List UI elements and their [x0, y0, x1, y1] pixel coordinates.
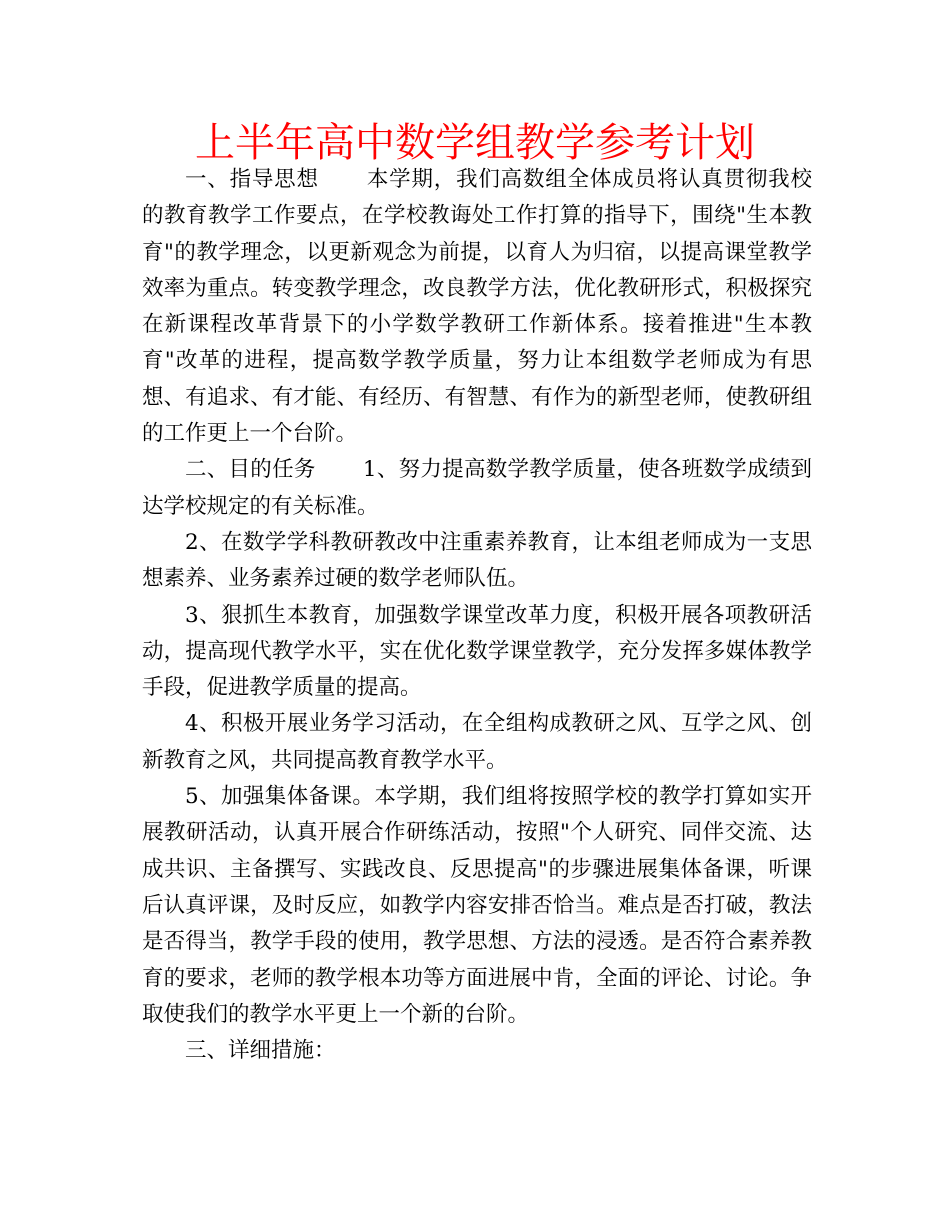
section-heading-3: 三、详细措施：: [185, 1038, 336, 1064]
paragraph-item-5: 5、加强集体备课。本学期，我们组将按照学校的教学打算如实开展教研活动，认真开展合作研练活动，按照"个人研究、同伴交流、达成共识、主备撰写、实践改良、反思提高"的步骤进展集体备课，听课后认真评课，及时反应，如教学内容安排否恰当。难点是否打破，教法是否得当，教学手段的使用，教学思想、方法的浸透。是否符合素养教育的要求，老师的教学根本功等方面进展中肯，全面的评论、讨论。争取使我们的教学水平更上一个新的台阶。: [142, 784, 812, 1027]
section-guiding-ideology: [142, 162, 812, 452]
section-text-1: 本学期，我们高数组全体成员将认真贯彻我校的教育教学工作要点，在学校教诲处工作打算的指导下，围绕"生本教育"的教学理念，以更新观念为前提，以育人为归宿，以提高课堂教学效率为重点。转变教学理念，改良教学方法，优化教研形式，积极探究在新课程改革背景下的小学数学教研工作新体系。接着推进"生本教育"改革的进程，提高数学教学质量，努力让本组数学老师成为有思想、有追求、有才能、有经历、有智慧、有作为的新型老师，使教研组的工作更上一个台阶。: [142, 167, 812, 447]
section-goals: [142, 452, 812, 525]
document-body: [142, 162, 812, 1069]
section-heading-2: 二、目的任务: [185, 457, 316, 483]
paragraph-item-4: 4、积极开展业务学习活动，在全组构成教研之风、互学之风、创新教育之风，共同提高教育教学水平。: [142, 711, 812, 773]
document-title: 上半年高中数学组教学参考计划: [195, 120, 755, 166]
paragraph-item-2: 2、在数学学科教研教改中注重素养教育，让本组老师成为一支思想素养、业务素养过硬的数学老师队伍。: [142, 529, 812, 592]
section-text-2: 1、努力提高数学教学质量，使各班数学成绩到达学校规定的有关标准。: [142, 457, 812, 519]
paragraph-item-3: 3、狠抓生本教育，加强数学课堂改革力度，积极开展各项教研活动，提高现代教学水平，实在优化数学课堂教学，充分发挥多媒体教学手段，促进教学质量的提高。: [142, 602, 812, 701]
section-heading-1: 一、指导思想: [185, 167, 319, 192]
